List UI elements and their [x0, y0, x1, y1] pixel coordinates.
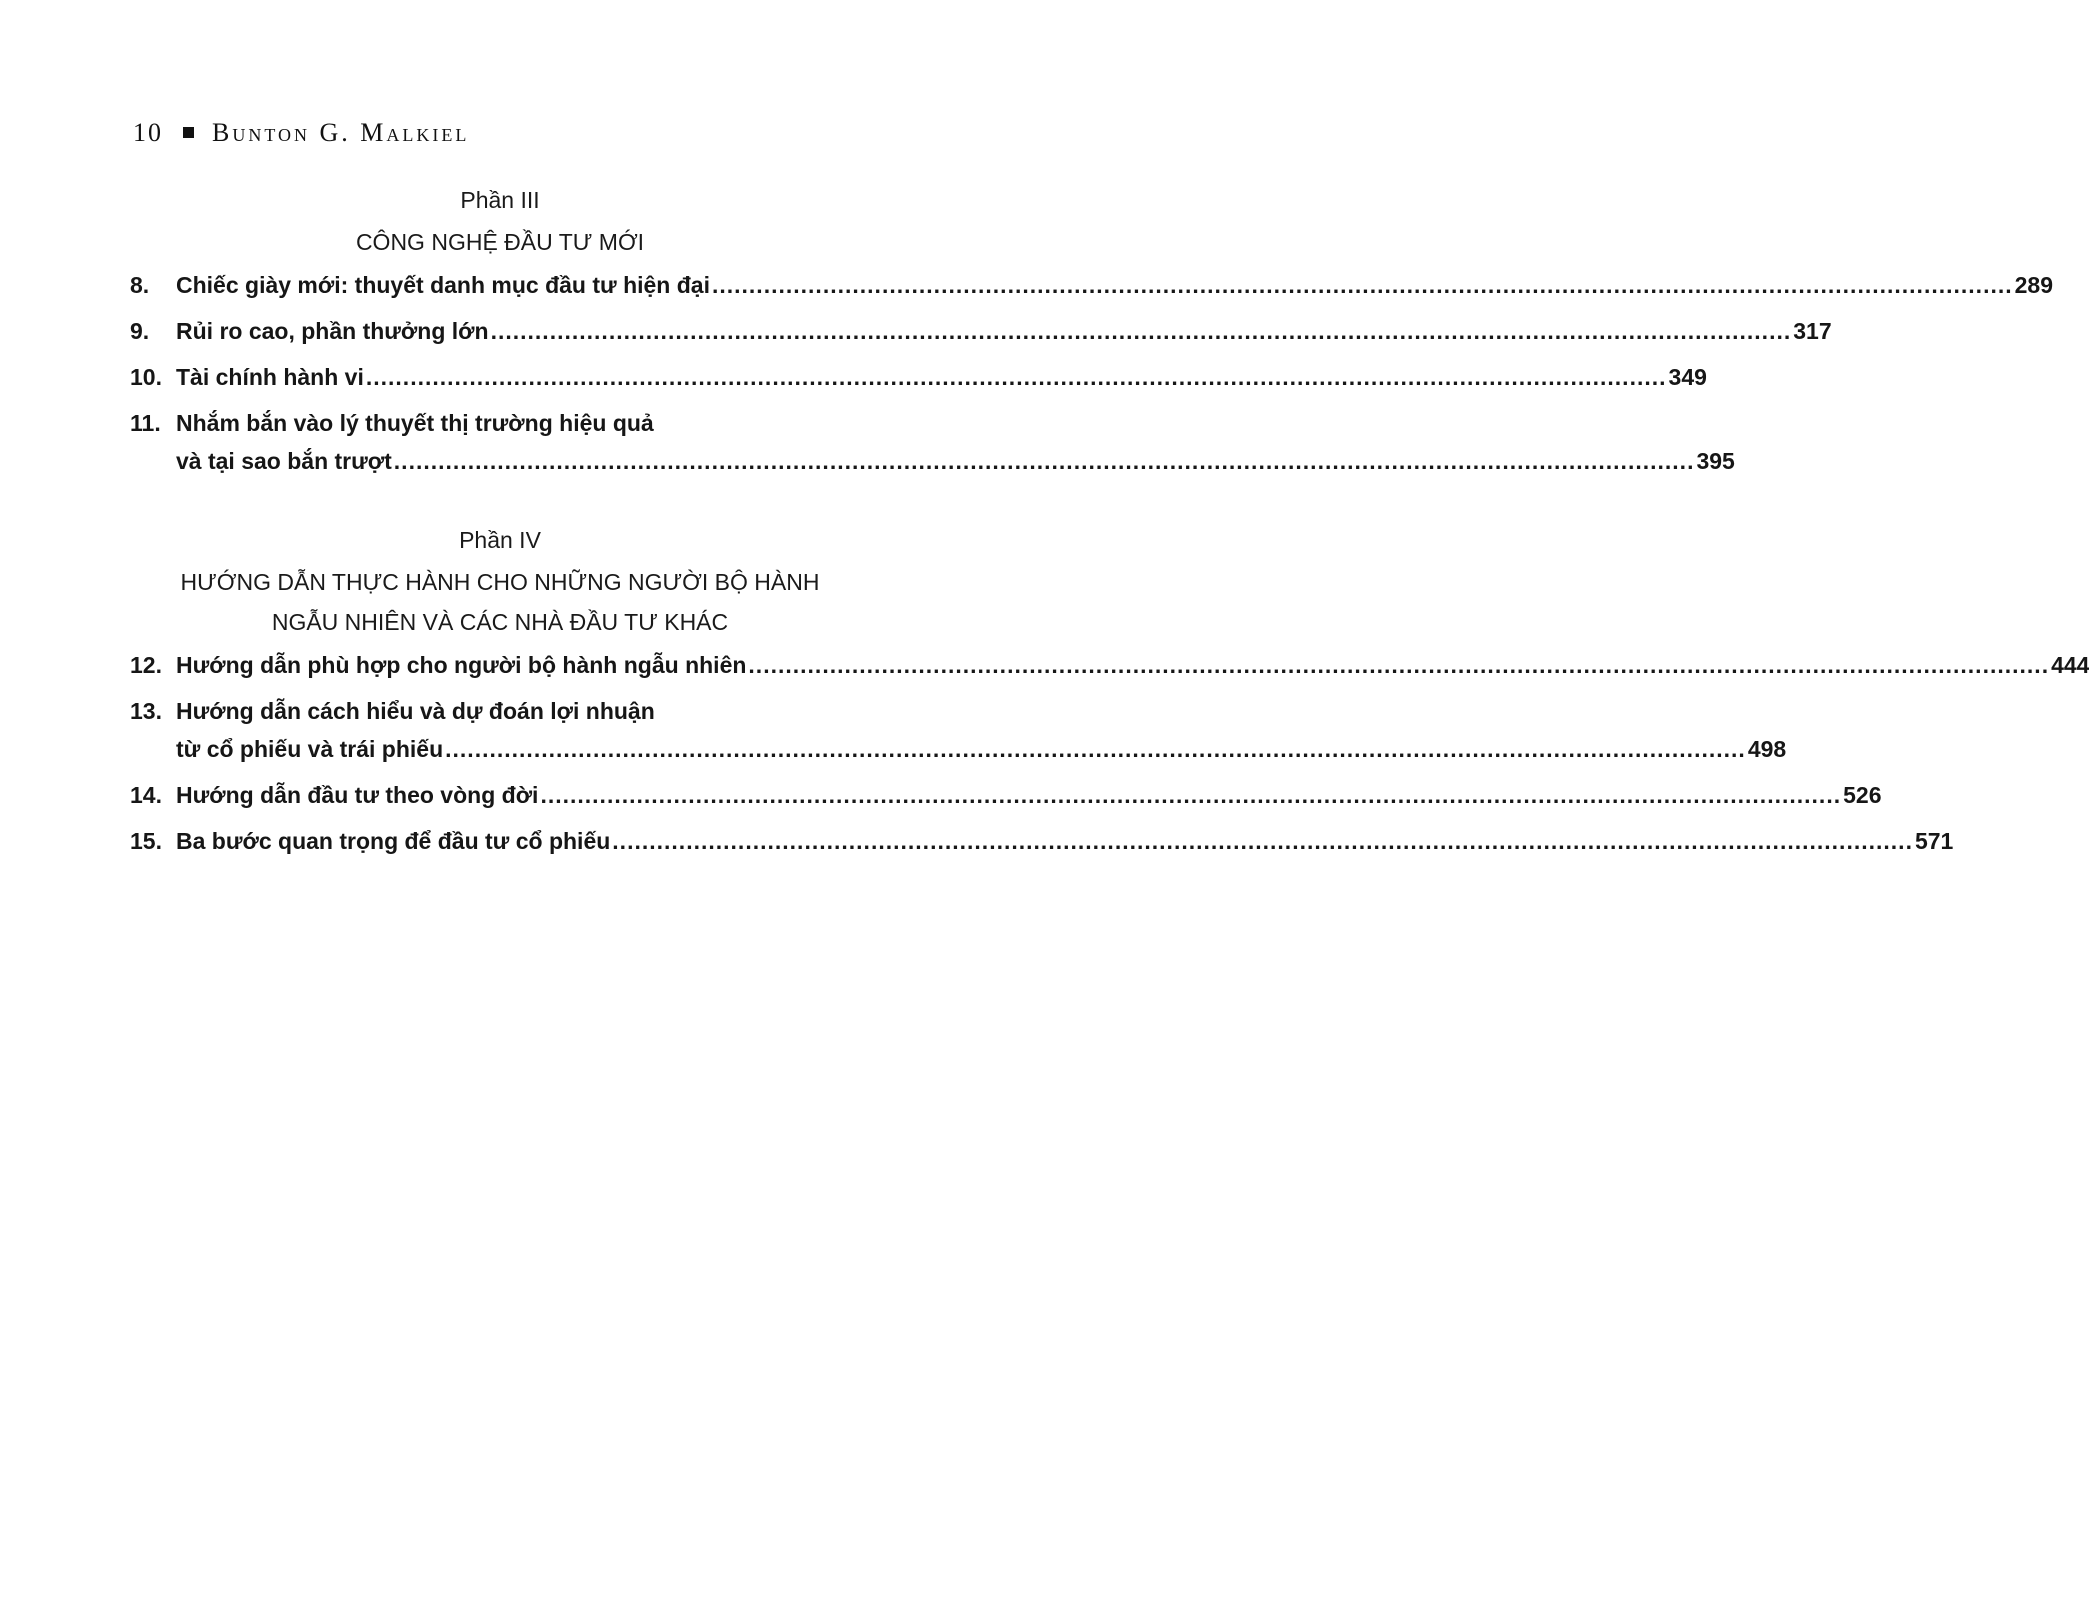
page-ref: 444	[2051, 652, 2089, 678]
page-ref: 349	[1668, 364, 1707, 390]
chapter-title: Tài chính hành vi	[176, 364, 364, 390]
chapter-title-continued: từ cổ phiếu và trái phiếu	[176, 736, 444, 762]
page-ref: 571	[1914, 828, 1954, 854]
author-name: Bunton G. Malkiel	[212, 118, 470, 147]
dot-leader	[748, 646, 2049, 684]
part-4-section	[130, 520, 2089, 868]
toc-entry-12[interactable]	[130, 646, 2089, 684]
toc-entry-15[interactable]	[130, 822, 1954, 860]
part-4-label: Phần IV	[459, 527, 541, 553]
toc-entry-9[interactable]	[130, 312, 1832, 350]
dot-leader	[445, 730, 1746, 768]
page-ref: 289	[2014, 272, 2054, 298]
chapter-title-continued: và tại sao bắn trượt	[176, 448, 392, 474]
chapter-number: 9.	[130, 318, 150, 344]
chapter-number: 15.	[130, 828, 162, 854]
chapter-title: Rủi ro cao, phần thưởng lớn	[176, 318, 489, 344]
chapter-number: 13.	[130, 698, 162, 724]
part-4-title-line-1: HƯỚNG DẪN THỰC HÀNH CHO NHỮNG NGƯỜI BỘ HÀNH	[180, 569, 820, 595]
chapter-title: Ba bước quan trọng để đầu tư cổ phiếu	[176, 828, 611, 854]
dot-leader	[612, 822, 1913, 860]
dot-leader	[366, 358, 1667, 396]
chapter-number: 11.	[130, 410, 161, 436]
dot-leader	[491, 312, 1792, 350]
page-ref: 526	[1843, 782, 1882, 808]
page-number: 10	[133, 118, 163, 147]
part-3-label: Phần III	[460, 187, 540, 213]
header-bullet-icon	[183, 127, 194, 138]
chapter-title: Hướng dẫn phù hợp cho người bộ hành ngẫu nhiên	[176, 652, 747, 678]
page-ref: 498	[1747, 736, 1787, 762]
dot-leader	[712, 266, 2013, 304]
page-ref: 317	[1793, 318, 1832, 344]
chapter-number: 10.	[130, 364, 162, 390]
toc-entry-13[interactable]	[130, 692, 1787, 768]
toc-entry-11[interactable]	[130, 404, 1735, 480]
part-3-section	[130, 180, 2054, 488]
chapter-title: Chiếc giày mới: thuyết danh mục đầu tư hiện đại	[176, 272, 710, 298]
dot-leader	[540, 776, 1841, 814]
toc-entry-14[interactable]	[130, 776, 1882, 814]
running-header	[133, 118, 469, 148]
chapter-title: Hướng dẫn cách hiểu và dự đoán lợi nhuận	[176, 698, 655, 724]
chapter-title: Hướng dẫn đầu tư theo vòng đời	[176, 782, 539, 808]
dot-leader	[394, 442, 1695, 480]
chapter-number: 12.	[130, 652, 162, 678]
chapter-number: 8.	[130, 272, 150, 298]
chapter-title: Nhắm bắn vào lý thuyết thị trường hiệu quả	[176, 410, 654, 436]
page-ref: 395	[1696, 448, 1735, 474]
chapter-number: 14.	[130, 782, 162, 808]
toc-entry-8[interactable]	[130, 266, 2054, 304]
toc-entry-10[interactable]	[130, 358, 1707, 396]
part-3-title: CÔNG NGHỆ ĐẦU TƯ MỚI	[355, 229, 645, 255]
part-4-title-line-2: NGẪU NHIÊN VÀ CÁC NHÀ ĐẦU TƯ KHÁC	[271, 609, 729, 635]
